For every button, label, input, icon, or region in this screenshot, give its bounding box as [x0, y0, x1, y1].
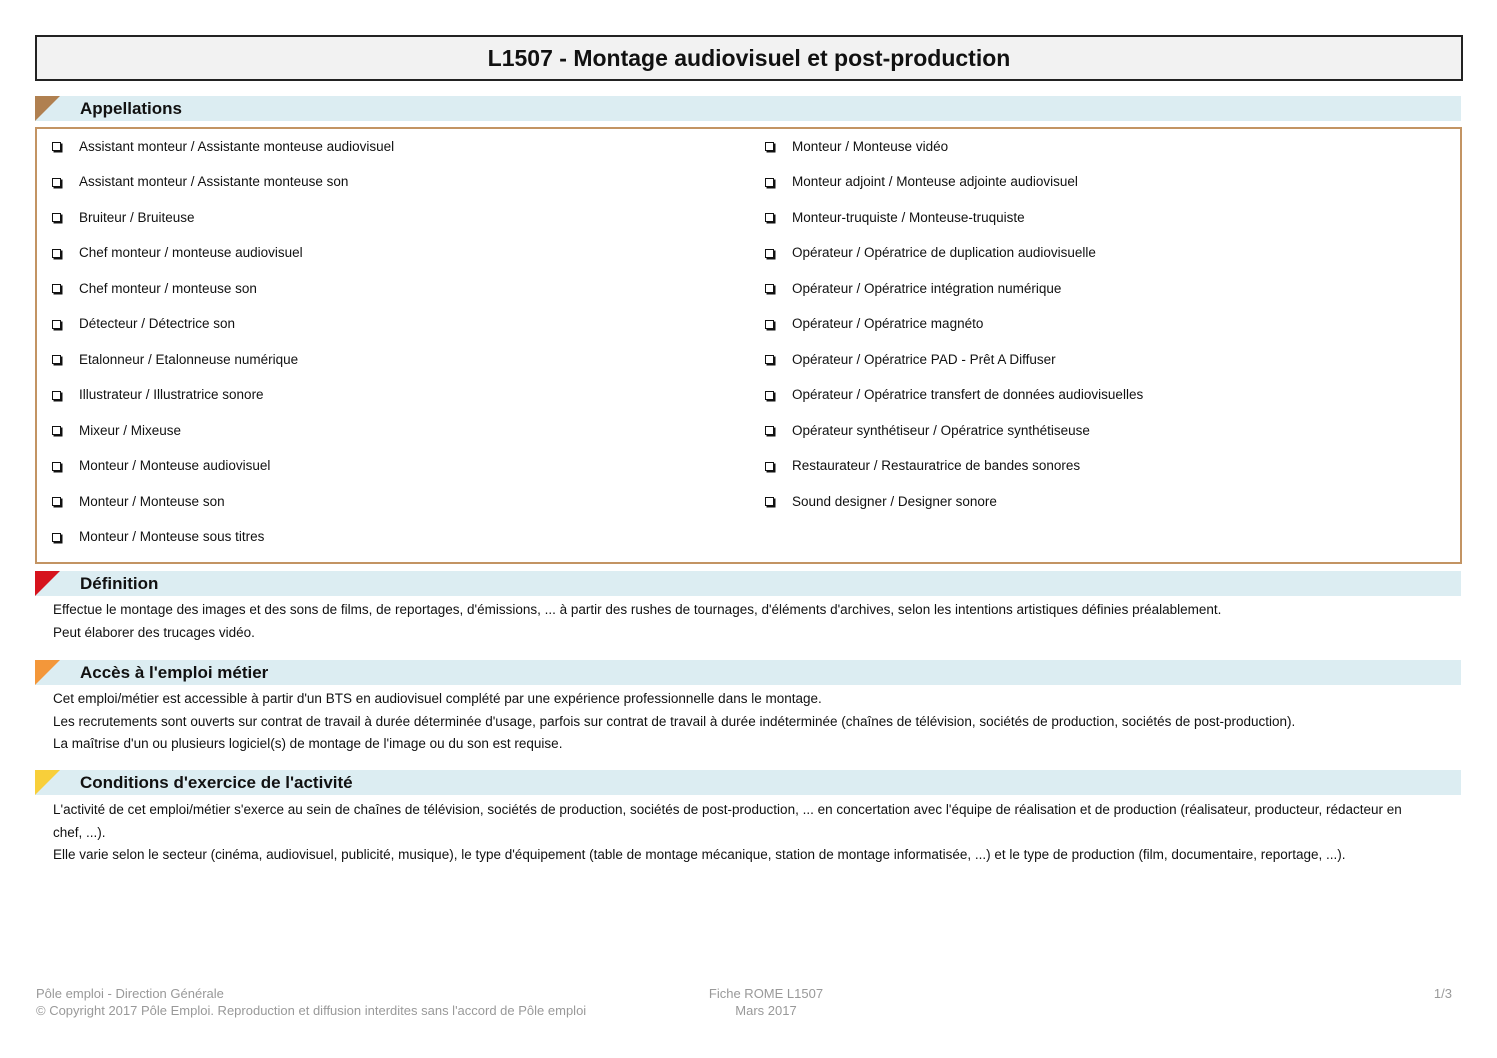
paragraph: L'activité de cet emploi/métier s'exerce au sein de chaînes de télévision, sociétés de production, sociétés de post-production, ... en concertation avec l'équipe de réalisation et de production (réalisateur, producteur, rédacteur en chef, ...). — [53, 802, 1402, 840]
list-item — [52, 456, 270, 476]
checkbox-icon — [52, 142, 61, 151]
list-item — [52, 207, 195, 227]
checkbox-icon — [765, 497, 774, 506]
checkbox-icon — [765, 178, 774, 187]
checkbox-icon — [52, 533, 61, 542]
list-item — [765, 172, 1078, 192]
checkbox-icon — [765, 355, 774, 364]
checkbox-icon — [765, 284, 774, 293]
footer-left — [36, 985, 586, 1019]
list-item-label: Illustrateur / Illustratrice sonore — [79, 387, 264, 402]
checkbox-icon — [52, 497, 61, 506]
list-item-label: Monteur adjoint / Monteuse adjointe audiovisuel — [792, 174, 1078, 189]
definition-text — [53, 599, 1443, 644]
appellations-list — [35, 127, 1462, 564]
list-item-label: Opérateur / Opératrice magnéto — [792, 316, 984, 331]
list-item-label: Etalonneur / Etalonneuse numérique — [79, 351, 299, 367]
list-item-label: Assistant monteur / Assistante monteuse audiovisuel — [79, 138, 395, 154]
section-title: Définition — [80, 573, 159, 593]
list-item-label: Mixeur / Mixeuse — [79, 422, 182, 438]
list-item-label: Bruiteur / Bruiteuse — [79, 209, 195, 225]
list-item — [52, 314, 235, 334]
paragraph: Elle varie selon le secteur (cinéma, audiovisuel, publicité, musique), le type d'équipement (table de montage mécanique, station de montage informatisée, ...) et le type de production (film, documentaire, reportage, ...). — [53, 847, 1346, 862]
list-item — [765, 491, 997, 511]
acces-text — [53, 688, 1443, 756]
checkbox-icon — [52, 178, 61, 187]
list-item — [765, 243, 1096, 263]
footer-fiche: Fiche ROME L1507 — [708, 986, 824, 1001]
checkbox-icon — [52, 284, 61, 293]
list-item — [52, 136, 394, 156]
checkbox-icon — [52, 355, 61, 364]
list-item-label: Chef monteur / monteuse audiovisuel — [79, 245, 303, 260]
checkbox-icon — [765, 391, 774, 400]
list-item — [52, 349, 298, 369]
footer-date: Mars 2017 — [735, 1003, 797, 1018]
checkbox-icon — [765, 426, 774, 435]
checkbox-icon — [765, 320, 774, 329]
paragraph: Les recrutements sont ouverts sur contrat de travail à durée déterminée d'usage, parfois sur contrat de travail à durée indéterminée (chaînes de télévision, sociétés de production, sociétés de post-production). — [53, 713, 1296, 729]
page-title: L1507 - Montage audiovisuel et post-production — [35, 35, 1463, 81]
footer-page-number: 1/3 — [1433, 986, 1452, 1001]
section-marker-icon — [35, 571, 60, 596]
list-item-label: Chef monteur / monteuse son — [79, 280, 257, 296]
list-item-label: Restaurateur / Restauratrice de bandes sonores — [792, 458, 1081, 473]
section-title: Accès à l'emploi métier — [80, 662, 269, 682]
section-title: Appellations — [80, 98, 183, 118]
footer-org: Pôle emploi - Direction Générale — [36, 986, 224, 1001]
list-item-label: Opérateur / Opératrice intégration numérique — [792, 280, 1062, 296]
footer-copyright: © Copyright 2017 Pôle Emploi. Reproduction et diffusion interdites sans l'accord de Pôle emploi — [36, 1003, 587, 1018]
list-item-label: Monteur / Monteuse sous titres — [79, 529, 265, 544]
checkbox-icon — [765, 249, 774, 258]
list-item-label: Opérateur / Opératrice PAD - Prêt A Diffuser — [792, 351, 1056, 367]
list-item-label: Assistant monteur / Assistante monteuse son — [79, 174, 349, 189]
list-item — [765, 278, 1061, 298]
paragraph: Peut élaborer des trucages vidéo. — [53, 624, 255, 640]
list-item — [52, 385, 264, 405]
list-item-label: Monteur-truquiste / Monteuse-truquiste — [792, 209, 1025, 225]
list-item-label: Opérateur / Opératrice de duplication audiovisuelle — [792, 245, 1096, 260]
checkbox-icon — [52, 320, 61, 329]
list-item-label: Monteur / Monteuse audiovisuel — [79, 458, 271, 473]
section-header-appellations — [35, 96, 1461, 121]
footer-center — [680, 985, 852, 1019]
conditions-text — [53, 799, 1423, 867]
list-item — [765, 136, 948, 156]
checkbox-icon — [52, 391, 61, 400]
section-header-definition — [35, 571, 1461, 596]
checkbox-icon — [765, 462, 774, 471]
list-item — [52, 527, 264, 547]
list-item — [765, 349, 1056, 369]
section-marker-icon — [35, 770, 60, 795]
list-item — [765, 207, 1025, 227]
list-item-label: Monteur / Monteuse vidéo — [792, 138, 949, 154]
checkbox-icon — [765, 142, 774, 151]
list-item — [765, 420, 1090, 440]
list-item-label: Opérateur / Opératrice transfert de données audiovisuelles — [792, 387, 1144, 402]
checkbox-icon — [52, 213, 61, 222]
checkbox-icon — [765, 213, 774, 222]
checkbox-icon — [52, 426, 61, 435]
list-item — [765, 314, 983, 334]
section-marker-icon — [35, 660, 60, 685]
section-header-acces — [35, 660, 1461, 685]
paragraph: Cet emploi/métier est accessible à partir d'un BTS en audiovisuel complété par une expérience professionnelle dans le montage. — [53, 691, 822, 706]
list-item-label: Opérateur synthétiseur / Opératrice synthétiseuse — [792, 422, 1090, 438]
checkbox-icon — [52, 249, 61, 258]
list-item-label: Sound designer / Designer sonore — [792, 493, 997, 509]
list-item-label: Détecteur / Détectrice son — [79, 316, 236, 331]
paragraph: La maîtrise d'un ou plusieurs logiciel(s) de montage de l'image ou du son est requise. — [53, 736, 563, 751]
list-item — [52, 491, 225, 511]
list-item — [765, 456, 1080, 476]
list-item — [52, 420, 181, 440]
list-item-label: Monteur / Monteuse son — [79, 493, 225, 509]
list-item — [52, 243, 303, 263]
section-marker-icon — [35, 96, 60, 121]
list-item — [52, 172, 348, 192]
list-item — [765, 385, 1143, 405]
paragraph: Effectue le montage des images et des sons de films, de reportages, d'émissions, ... à partir des rushes de tournages, d'éléments d'archives, selon les intentions artistiques définies préalablement. — [53, 602, 1222, 617]
checkbox-icon — [52, 462, 61, 471]
section-header-conditions — [35, 770, 1461, 795]
list-item — [52, 278, 257, 298]
section-title: Conditions d'exercice de l'activité — [80, 772, 353, 792]
